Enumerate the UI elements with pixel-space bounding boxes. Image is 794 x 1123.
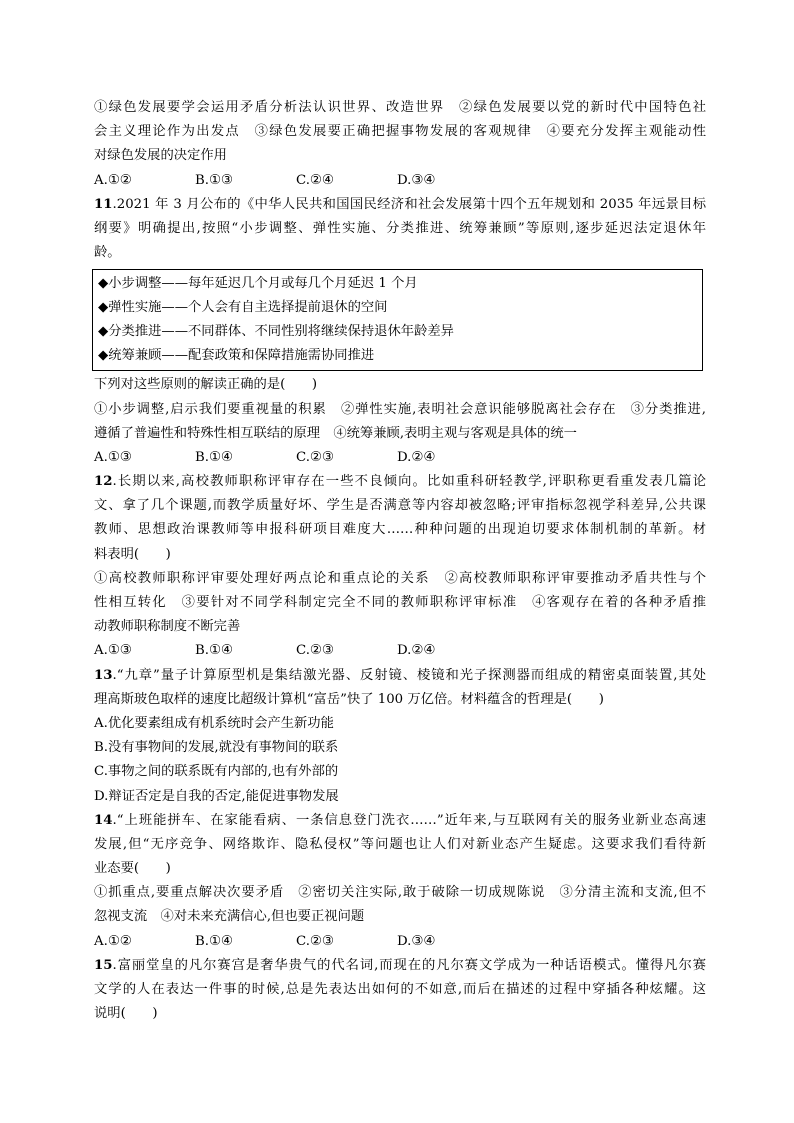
question-15 [94, 954, 706, 1027]
option-d[interactable]: D.辩证否定是自我的否定,能促进事物发展 [94, 788, 339, 804]
option-c[interactable]: C.事物之间的联系既有内部的,也有外部的 [94, 764, 339, 780]
option-b[interactable]: B.①④ [195, 643, 233, 659]
q15-stem-text: .富丽堂皇的凡尔赛宫是奢华贵气的代名词,而现在的凡尔赛文学成为一种话语模式。懂得凡尔赛 [112, 957, 706, 973]
option-d[interactable]: D.③④ [397, 933, 436, 949]
q15-stem-line: 文学的人在表达一件事的时候,总是先表达出如何的不如意,而后在描述的过程中穿插各种炫耀。这 [94, 982, 706, 997]
option-b[interactable]: B.①③ [195, 172, 233, 188]
q12-options [94, 639, 706, 663]
q11-statement-line: ①小步调整,启示我们要重视量的积累 ②弹性实施,表明社会意识能够脱离社会存在 ③分类推进, [94, 401, 706, 417]
q14-options [94, 930, 706, 954]
q11-principles-box [92, 269, 703, 371]
q14-statement-line: ①抓重点,要重点解决次要矛盾 ②密切关注实际,敢于破除一切成规陈说 ③分清主流和支流,但不 [94, 885, 706, 901]
option-a[interactable]: A.①③ [94, 643, 132, 659]
q10-statement-line: 对绿色发展的决定作用 [94, 148, 227, 164]
q12-stem-line: 教师、思想政治课教师等申报科研项目难度大……种种问题的出现迫切要求体制机制的革新。材 [94, 522, 706, 538]
option-c[interactable]: C.②③ [296, 933, 334, 949]
q13-stem-line [94, 664, 706, 688]
option-d[interactable]: D.②④ [397, 643, 436, 659]
option-d[interactable]: D.③④ [397, 172, 436, 188]
q12-statement-line: ①高校教师职称评审要处理好两点论和重点论的关系 ②高校教师职称评审要推动矛盾共性与个 [94, 570, 706, 586]
principle-item: ◆小步调整——每年延迟几个月或每几个月延迟 1 个月 [98, 276, 418, 292]
q14-stem-text: .“上班能拼车、在家能看病、一条信息登门洗衣……”近年来,与互联网有关的服务业新业态高速 [112, 812, 706, 828]
q11-question: 下列对这些原则的解读正确的是( ) [94, 377, 318, 393]
principle-item: ◆统筹兼顾——配套政策和保障措施需协同推进 [98, 348, 375, 364]
option-c[interactable]: C.②③ [296, 643, 334, 659]
principle-item: ◆弹性实施——个人会有自主选择提前退休的空间 [98, 300, 388, 316]
q10-statement-line: 会主义理论作为出发点 ③绿色发展要正确把握事物发展的客观规律 ④要充分发挥主观能动性 [94, 124, 706, 140]
q12-statement-line: 动教师职称制度不断完善 [94, 619, 241, 635]
q14-statement-line: 忽视支流 ④对未来充满信心,但也要正视问题 [94, 909, 365, 925]
q12-stem-line [94, 470, 706, 494]
question-12 [94, 470, 706, 664]
q15-stem-line: 说明( ) [94, 1006, 158, 1022]
question-11 [94, 193, 706, 470]
q11-statement-line: 遵循了普遍性和特殊性相互联结的原理 ④统筹兼顾,表明主观与客观是具体的统一 [94, 425, 577, 441]
q11-stem-line: 纲要》明确提出,按照“小步调整、弹性实施、分类推进、统筹兼顾”等原则,逐步延迟法定退休年 [94, 220, 706, 236]
q14-stem-line: 发展,但“无序竞争、网络欺诈、隐私侵权”等问题也让人们对新业态产生疑虑。这要求我们看待新 [94, 836, 706, 852]
q14-stem-line [94, 809, 706, 833]
q12-stem-line: 文、拿了几个课题,而教学质量好坏、学生是否满意等内容却被忽略;评审指标忽视学科差异,公共课 [94, 498, 706, 514]
q10-options [94, 169, 706, 193]
option-a[interactable]: A.①② [94, 172, 132, 188]
question-number: 15 [94, 957, 113, 973]
q11-stem-line [94, 193, 706, 217]
q13-stem-text: .“九章”量子计算原型机是集结激光器、反射镜、棱镜和光子探测器而组成的精密桌面装置,其处 [112, 667, 706, 683]
question-number: 14 [94, 812, 113, 828]
q10-statement-line: ①绿色发展要学会运用矛盾分析法认识世界、改造世界 ②绿色发展要以党的新时代中国特色社 [94, 100, 706, 115]
option-b[interactable]: B.①④ [195, 449, 233, 465]
principle-item: ◆分类推进——不同群体、不同性别将继续保持退休年龄差异 [98, 324, 454, 340]
q12-stem-text: .长期以来,高校教师职称评审存在一些不良倾向。比如重科研轻教学,评职称更看重发表几篇论 [112, 474, 706, 490]
q12-stem-line: 料表明( ) [94, 546, 171, 562]
option-c[interactable]: C.②④ [296, 172, 334, 188]
option-c[interactable]: C.②③ [296, 449, 334, 465]
question-number: 12 [94, 474, 113, 490]
q13-stem-line: 理高斯玻色取样的速度比超级计算机“富岳”快了 100 万亿倍。材料蕴含的哲理是( ) [94, 691, 604, 707]
question-number: 11 [94, 196, 113, 212]
q11-options [94, 446, 706, 470]
question-14 [94, 809, 706, 954]
option-b[interactable]: B.①④ [195, 933, 233, 949]
exam-page [94, 96, 706, 1026]
q10-statements [94, 96, 706, 169]
q15-stem-line [94, 954, 706, 978]
option-a[interactable]: A.①② [94, 933, 132, 949]
option-a[interactable]: A.优化要素组成有机系统时会产生新功能 [94, 715, 334, 731]
option-a[interactable]: A.①③ [94, 449, 132, 465]
q12-statement-line: 性相互转化 ③要针对不同学科制定完全不同的教师职称评审标准 ④客观存在着的各种矛盾推 [94, 595, 706, 610]
question-13 [94, 664, 706, 809]
q11-stem-line: 龄。 [94, 245, 121, 261]
question-number: 13 [94, 667, 113, 683]
option-d[interactable]: D.②④ [397, 449, 436, 465]
q11-stem-text: .2021 年 3 月公布的《中华人民共和国国民经济和社会发展第十四个五年规划和 2035 年远景目标 [112, 196, 706, 212]
option-b[interactable]: B.没有事物间的发展,就没有事物间的联系 [94, 740, 339, 756]
q14-stem-line: 业态要( ) [94, 861, 171, 877]
